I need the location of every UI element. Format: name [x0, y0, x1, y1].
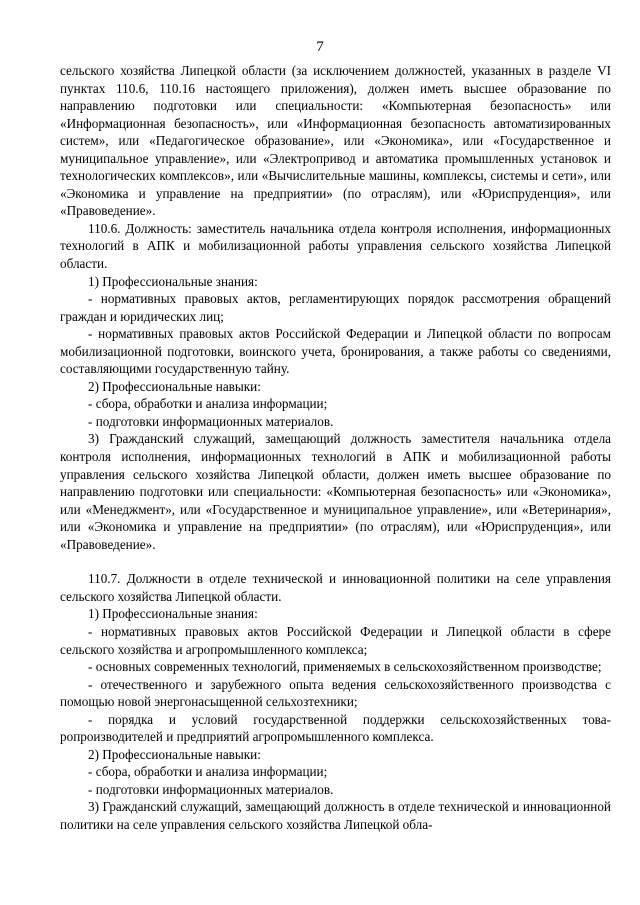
- list-heading: 1) Профессиональные знания:: [88, 606, 258, 622]
- section-heading-110-6: 110.6. Должность: заместитель начальника отдела контроля исполнения, информационных технологий в АПК и мобилизационной работы управления сельского хозяйства Липецкой области.: [60, 220, 611, 272]
- section-heading-110-7: 110.7. Должности в отделе технической и инновационной политики на селе управления сельского хозяйства Липецкой области.: [60, 571, 611, 604]
- page-number: 7: [316, 39, 324, 55]
- list-item: - основных современных технологий, применяемых в сельскохозяйственном производстве;: [88, 659, 602, 675]
- paragraph: 3) Гражданский служащий, замещающий должность в отделе технической и инновационной политики на селе управления сельского хозяйства Липецкой обла-: [60, 799, 611, 832]
- paragraph: 3) Гражданский служащий, замещающий должность заместителя начальника отдела контроля исполнения, информационных технологий в АПК и мобилизационной работы управления сельского хозяйства Липецкой области, должен иметь высшее образование по направлению подготовки или специальности: «Компьютерная безопасность» или «Экономика», или «Менеджмент», или «Государственное и муниципальное управление», или «Ветеринария», или «Экономика и управление на предприятии» (по отраслям), или «Юриспруденция», или «Правоведение».: [60, 431, 611, 552]
- list-item: - порядка и условий государственной поддержки сельскохозяйственных товаропроизводителей и предприятий агропромышленного комплекса.: [60, 711, 611, 745]
- list-heading: 2) Профессиональные навыки:: [88, 378, 261, 394]
- document-body: [60, 62, 611, 834]
- list-item: - сбора, обработки и анализа информации;: [88, 396, 328, 412]
- list-item: - отечественного и зарубежного опыта ведения сельскохозяйственного производства с помощью новой энергонасыщенной сельхозтехники;: [60, 676, 611, 710]
- list-item: - подготовки информационных материалов.: [88, 413, 334, 429]
- list-heading: 1) Профессиональные знания:: [88, 273, 258, 289]
- list-item: - сбора, обработки и анализа информации;: [88, 764, 328, 780]
- list-item: - нормативных правовых актов Российской Федерации и Липецкой области в сфере сельского хозяйства и агропромышленного комплекса;: [60, 623, 611, 657]
- list-item: - нормативных правовых актов, регламентирующих порядок рассмотрения обращений граждан и юридических лиц;: [60, 291, 611, 324]
- list-item: - подготовки информационных материалов.: [88, 781, 334, 797]
- list-item: - нормативных правовых актов Российской Федерации и Липецкой области по вопросам мобилизационной подготовки, воинского учета, бронирования, а также работы со сведениями, составляющими государственную тайну.: [60, 326, 611, 377]
- list-heading: 2) Профессиональные навыки:: [88, 746, 261, 762]
- paragraph-continuation: сельского хозяйства Липецкой области (за исключением должностей, указанных в разделе VI пунктах 110.6, 110.16 настоящего приложения), должен иметь высшее образование по направлению подготовки или специальности: «Компьютерная безопасность» или «Информационная безопасность», или «Информационная безопасность автоматизированных систем», или «Педагогическое образование», или «Экономика», или «Государственное и муниципальное управление», или «Электропривод и автоматика промышленных установок и технологических комплексов», или «Вычислительные машины, комплексы, системы и сети», или «Экономика и управление на предприятии» (по отраслям), или «Юриспруденция», или «Правоведение».: [60, 63, 611, 219]
